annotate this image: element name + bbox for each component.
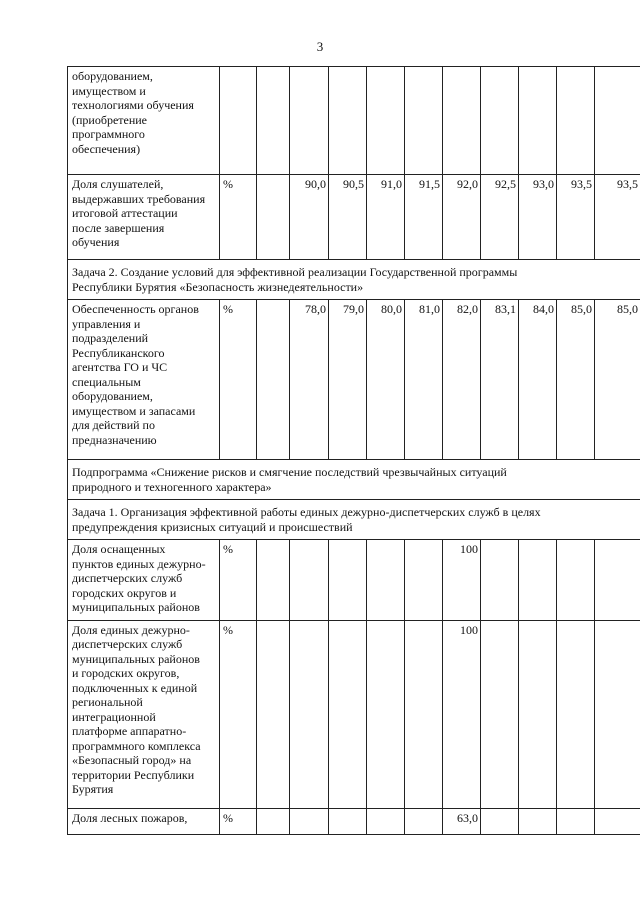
value-cell — [329, 620, 367, 808]
indicators-table — [67, 66, 640, 835]
unit-cell: % — [220, 175, 257, 260]
value-cell: 78,0 — [290, 300, 329, 460]
value-cell — [405, 808, 443, 834]
value-cell — [329, 808, 367, 834]
value-cell: 81,0 — [405, 300, 443, 460]
indicator-name: Обеспеченность органов управления и подразделений Республиканского агентства ГО и ЧС специальным оборудованием, имуществом и запасами для действий по предназначению — [68, 300, 220, 460]
section-header-row — [68, 460, 640, 500]
value-cell: 100 — [443, 620, 481, 808]
value-cell — [595, 540, 640, 621]
value-cell: 83,1 — [481, 300, 519, 460]
value-cell — [329, 67, 367, 175]
value-cell — [595, 620, 640, 808]
value-cell — [367, 808, 405, 834]
indicator-name: Доля лесных пожаров, — [68, 808, 220, 834]
section-header-row — [68, 500, 640, 540]
indicator-name: Доля оснащенных пунктов единых дежурно- диспетчерских служб городских округов и муниципальных районов — [68, 540, 220, 621]
section-title: Подпрограмма «Снижение рисков и смягчение последствий чрезвычайных ситуаций природного и техногенного характера» — [68, 460, 640, 500]
value-cell: 79,0 — [329, 300, 367, 460]
value-cell — [405, 67, 443, 175]
value-cell: 90,5 — [329, 175, 367, 260]
value-cell — [557, 67, 595, 175]
value-cell — [257, 67, 290, 175]
value-cell — [481, 540, 519, 621]
unit-cell: % — [220, 300, 257, 460]
value-cell — [481, 67, 519, 175]
value-cell — [519, 620, 557, 808]
value-cell — [481, 620, 519, 808]
value-cell — [290, 540, 329, 621]
table-row — [68, 620, 640, 808]
value-cell — [257, 300, 290, 460]
value-cell: 84,0 — [519, 300, 557, 460]
value-cell: 93,0 — [519, 175, 557, 260]
value-cell — [557, 620, 595, 808]
value-cell: 80,0 — [367, 300, 405, 460]
table-row — [68, 808, 640, 834]
value-cell: 92,5 — [481, 175, 519, 260]
value-cell — [519, 540, 557, 621]
value-cell — [557, 808, 595, 834]
page-number: 3 — [316, 39, 324, 54]
value-cell — [290, 808, 329, 834]
unit-cell: % — [220, 620, 257, 808]
value-cell — [443, 67, 481, 175]
value-cell — [367, 67, 405, 175]
table-row — [68, 300, 640, 460]
indicator-name: Доля единых дежурно- диспетчерских служб муниципальных районов и городских округов, подключенных к единой региональной интеграционной платформе аппаратно- программного комплекса «Безопасный город» на территории Республики Бурятия — [68, 620, 220, 808]
value-cell: 63,0 — [443, 808, 481, 834]
value-cell — [257, 620, 290, 808]
value-cell: 85,0 — [595, 300, 640, 460]
indicator-name: оборудованием, имуществом и технологиями обучения (приобретение программного обеспечения) — [68, 67, 220, 175]
value-cell: 85,0 — [557, 300, 595, 460]
value-cell — [481, 808, 519, 834]
unit-cell — [220, 67, 257, 175]
section-header-row — [68, 260, 640, 300]
section-title: Задача 1. Организация эффективной работы единых дежурно-диспетчерских служб в целях предупреждения кризисных ситуаций и происшествий — [68, 500, 640, 540]
table-row — [68, 175, 640, 260]
value-cell: 82,0 — [443, 300, 481, 460]
table-row — [68, 540, 640, 621]
value-cell: 90,0 — [290, 175, 329, 260]
value-cell — [595, 67, 640, 175]
unit-cell: % — [220, 808, 257, 834]
value-cell — [519, 808, 557, 834]
section-title: Задача 2. Создание условий для эффективной реализации Государственной программы Республики Бурятия «Безопасность жизнедеятельности» — [68, 260, 640, 300]
value-cell — [519, 67, 557, 175]
indicator-name: Доля слушателей, выдержавших требования итоговой аттестации после завершения обучения — [68, 175, 220, 260]
value-cell — [257, 540, 290, 621]
value-cell — [329, 540, 367, 621]
value-cell: 91,0 — [367, 175, 405, 260]
value-cell — [405, 620, 443, 808]
value-cell: 91,5 — [405, 175, 443, 260]
value-cell — [595, 808, 640, 834]
table-row — [68, 67, 640, 175]
value-cell: 93,5 — [595, 175, 640, 260]
value-cell — [257, 808, 290, 834]
value-cell — [257, 175, 290, 260]
value-cell — [367, 540, 405, 621]
value-cell: 93,5 — [557, 175, 595, 260]
value-cell — [557, 540, 595, 621]
value-cell — [290, 620, 329, 808]
value-cell: 100 — [443, 540, 481, 621]
value-cell — [290, 67, 329, 175]
value-cell — [405, 540, 443, 621]
value-cell: 92,0 — [443, 175, 481, 260]
unit-cell: % — [220, 540, 257, 621]
value-cell — [367, 620, 405, 808]
